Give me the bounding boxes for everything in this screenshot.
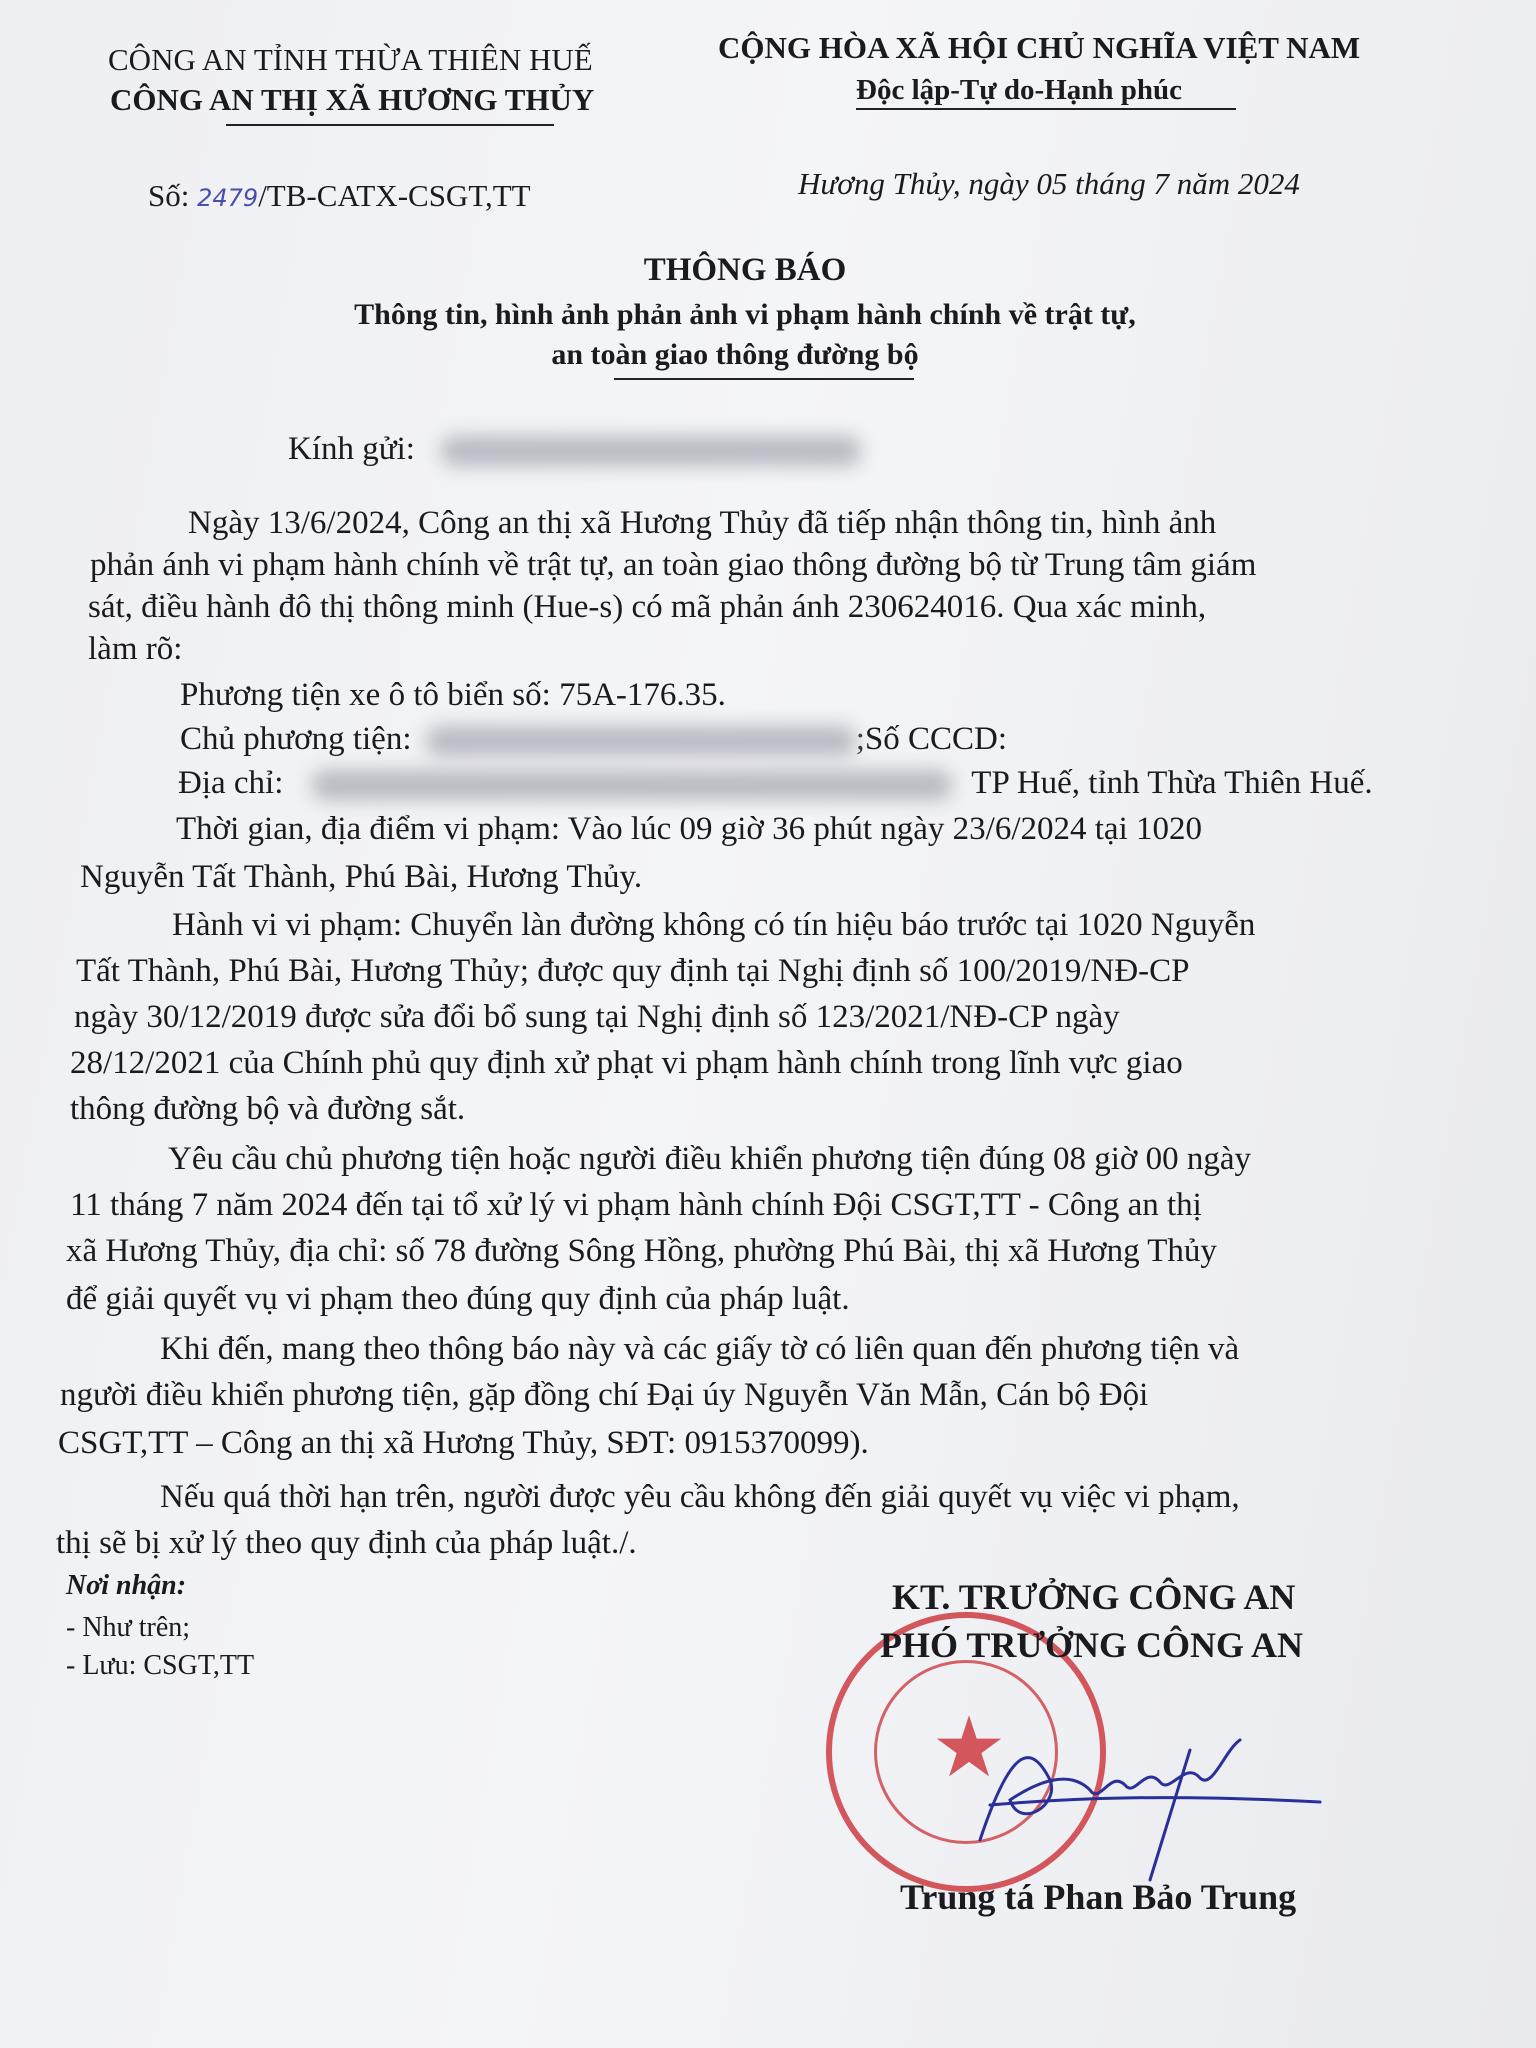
country-name: CỘNG HÒA XÃ HỘI CHỦ NGHĨA VIỆT NAM bbox=[718, 30, 1361, 65]
redacted-address bbox=[312, 770, 952, 800]
star-emblem-icon: ★ bbox=[931, 1702, 1007, 1795]
para1-line2: phản ánh vi phạm hành chính về trật tự, an toàn giao thông đường bộ từ Trung tâm giám bbox=[90, 547, 1257, 583]
recipient-line bbox=[288, 428, 861, 471]
redacted-owner bbox=[426, 726, 856, 756]
violation-line1: Hành vi vi phạm: Chuyển làn đường không có tín hiệu báo trước tại 1020 Nguyễn bbox=[172, 907, 1256, 943]
document-subtitle-line1: Thông tin, hình ảnh phản ảnh vi phạm hành chính về trật tự, bbox=[354, 298, 1136, 331]
document-title: THÔNG BÁO bbox=[643, 252, 847, 288]
address-line bbox=[178, 762, 1373, 805]
warning-line2: thị sẽ bị xử lý theo quy định của pháp luật./. bbox=[56, 1525, 637, 1561]
address-tail: TP Huế, tỉnh Thừa Thiên Huế. bbox=[971, 765, 1373, 801]
para1-line1: Ngày 13/6/2024, Công an thị xã Hương Thủy đã tiếp nhận thông tin, hình ảnh bbox=[188, 505, 1217, 541]
violation-line2: Tất Thành, Phú Bài, Hương Thủy; được quy định tại Nghị định số 100/2019/NĐ-CP bbox=[76, 953, 1190, 989]
recipients-label: Nơi nhận: bbox=[66, 1570, 187, 1601]
signature-title-2: PHÓ TRƯỞNG CÔNG AN bbox=[880, 1625, 1304, 1665]
request-line3: xã Hương Thủy, địa chỉ: số 78 đường Sông Hồng, phường Phú Bài, thị xã Hương Thủy bbox=[66, 1233, 1217, 1269]
number-suffix: /TB-CATX-CSGT,TT bbox=[258, 178, 531, 213]
owner-line bbox=[180, 718, 1007, 761]
number-prefix: Số: bbox=[148, 178, 198, 213]
bring-line2: người điều khiển phương tiện, gặp đồng chí Đại úy Nguyễn Văn Mẫn, Cán bộ Đội bbox=[60, 1377, 1149, 1413]
title-underline bbox=[614, 378, 914, 380]
para1-line4: làm rõ: bbox=[88, 631, 183, 667]
number-handwritten: 2479 bbox=[197, 184, 259, 212]
redacted-recipient bbox=[441, 436, 861, 466]
document-number bbox=[148, 176, 531, 218]
signer-name: Trung tá Phan Bảo Trung bbox=[900, 1877, 1297, 1917]
time-line2: Nguyễn Tất Thành, Phú Bài, Hương Thủy. bbox=[80, 859, 643, 895]
agency-underline bbox=[226, 124, 554, 126]
bring-line3: CSGT,TT – Công an thị xã Hương Thủy, SĐT: 0915370099). bbox=[58, 1425, 869, 1461]
agency-name: CÔNG AN THỊ XÃ HƯƠNG THỦY bbox=[110, 82, 595, 117]
signature-title-1: KT. TRƯỞNG CÔNG AN bbox=[892, 1577, 1296, 1617]
address-label: Địa chỉ: bbox=[178, 765, 284, 801]
recipients-item-1: - Như trên; bbox=[66, 1612, 191, 1643]
document-subtitle-line2: an toàn giao thông đường bộ bbox=[551, 338, 919, 371]
vehicle-plate: Phương tiện xe ô tô biển số: 75A-176.35. bbox=[180, 677, 726, 713]
violation-line3: ngày 30/12/2019 được sửa đổi bổ sung tại Nghị định số 123/2021/NĐ-CP ngày bbox=[74, 999, 1120, 1035]
motto-underline bbox=[856, 108, 1236, 110]
handwritten-signature bbox=[950, 1710, 1370, 1890]
owner-label: Chủ phương tiện: bbox=[180, 721, 412, 757]
warning-line1: Nếu quá thời hạn trên, người được yêu cầu không đến giải quyết vụ việc vi phạm, bbox=[160, 1479, 1240, 1515]
violation-line4: 28/12/2021 của Chính phủ quy định xử phạt vi phạm hành chính trong lĩnh vực giao bbox=[70, 1045, 1183, 1081]
national-motto: Độc lập-Tự do-Hạnh phúc bbox=[856, 74, 1183, 106]
time-line1: Thời gian, địa điểm vi phạm: Vào lúc 09 giờ 36 phút ngày 23/6/2024 tại 1020 bbox=[176, 811, 1202, 847]
agency-parent: CÔNG AN TỈNH THỪA THIÊN HUẾ bbox=[108, 42, 593, 77]
request-line2: 11 tháng 7 năm 2024 đến tại tổ xử lý vi phạm hành chính Đội CSGT,TT - Công an thị bbox=[70, 1187, 1202, 1223]
para1-line3: sát, điều hành đô thị thông minh (Hue-s) có mã phản ánh 230624016. Qua xác minh, bbox=[88, 589, 1207, 625]
id-label: ;Số CCCD: bbox=[855, 721, 1008, 757]
request-line1: Yêu cầu chủ phương tiện hoặc người điều khiển phương tiện đúng 08 giờ 00 ngày bbox=[168, 1141, 1252, 1177]
violation-line5: thông đường bộ và đường sắt. bbox=[70, 1091, 466, 1127]
bring-line1: Khi đến, mang theo thông báo này và các giấy tờ có liên quan đến phương tiện và bbox=[160, 1331, 1240, 1367]
recipients-item-2: - Lưu: CSGT,TT bbox=[66, 1650, 255, 1681]
place-date: Hương Thủy, ngày 05 tháng 7 năm 2024 bbox=[798, 166, 1300, 201]
request-line4: để giải quyết vụ vi phạm theo đúng quy định của pháp luật. bbox=[66, 1281, 850, 1317]
recipient-label: Kính gửi: bbox=[288, 431, 415, 467]
